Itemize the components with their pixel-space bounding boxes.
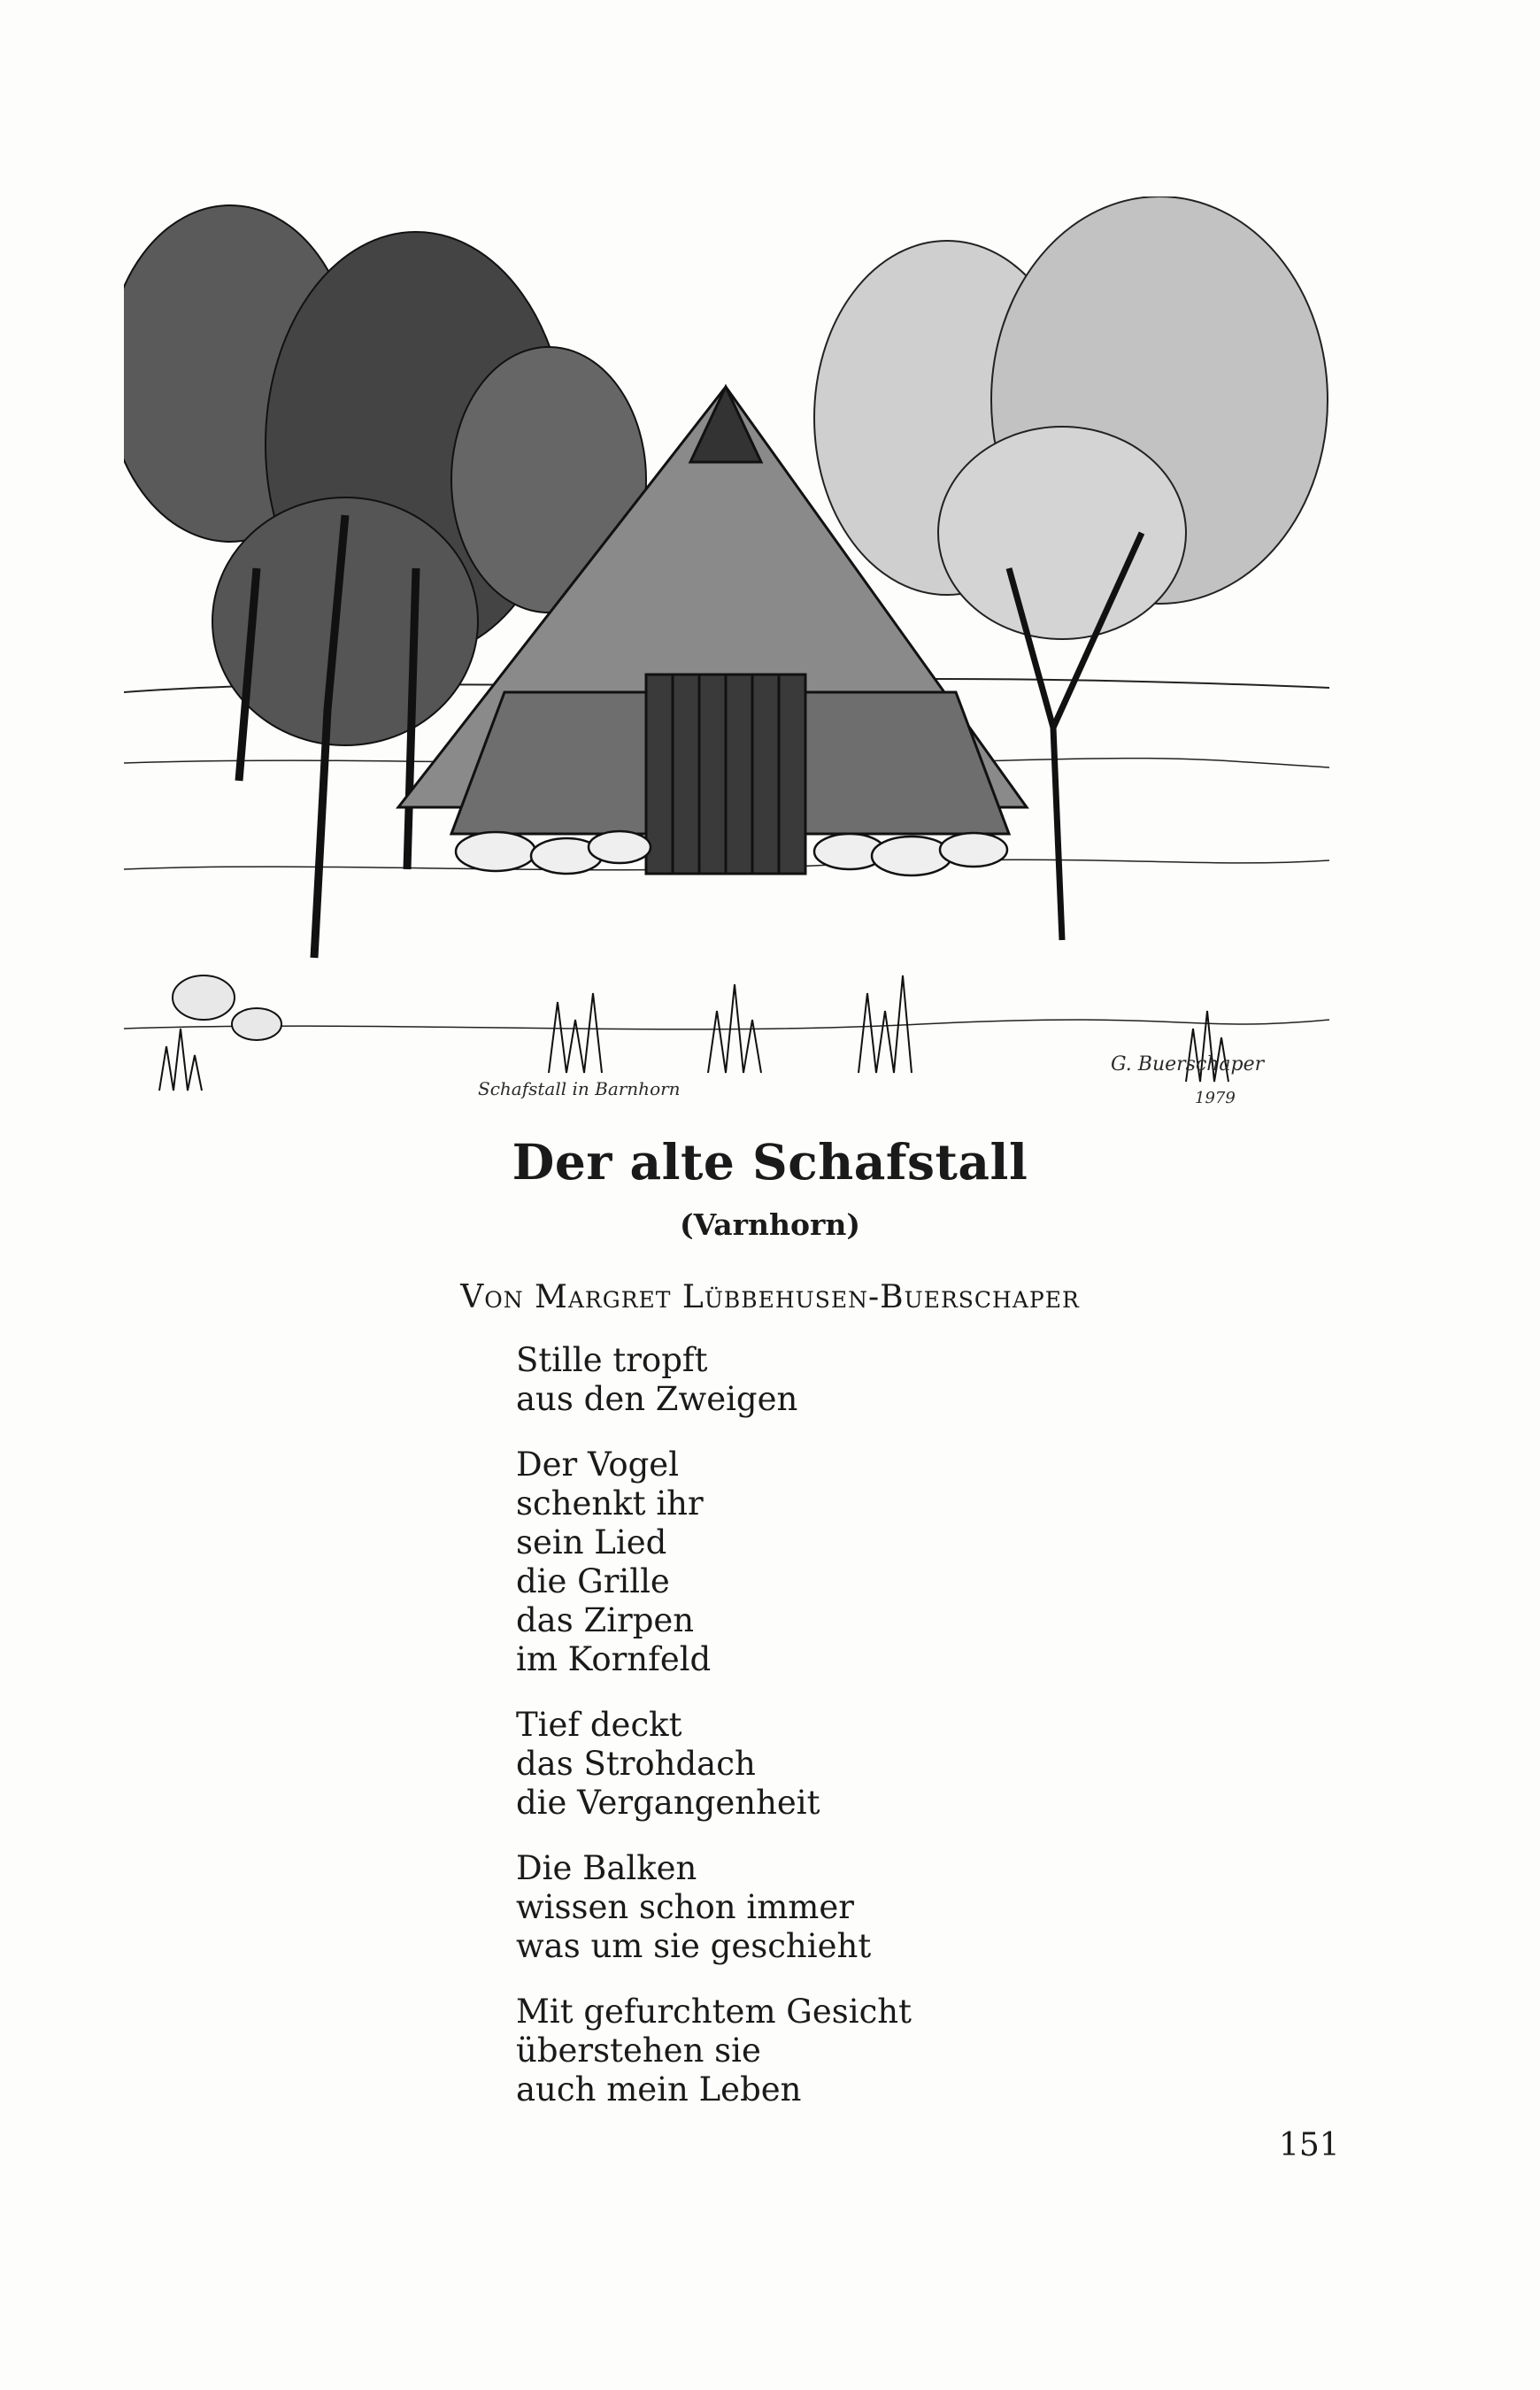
illustration-caption: Schafstall in Barnhorn bbox=[478, 1078, 681, 1099]
poem-line: sein Lied bbox=[516, 1523, 667, 1561]
page-subtitle: (Varnhorn) bbox=[680, 1207, 860, 1242]
poem-line: die Grille bbox=[516, 1562, 670, 1600]
poem-line: Die Balken bbox=[516, 1849, 697, 1887]
poem-line: im Kornfeld bbox=[516, 1640, 712, 1678]
poem-line: aus den Zweigen bbox=[516, 1380, 798, 1418]
stanza bbox=[516, 1341, 1136, 1419]
barn-drawing-icon bbox=[124, 197, 1329, 1108]
poem bbox=[516, 1341, 1136, 2136]
poem-line: Der Vogel bbox=[516, 1446, 680, 1484]
stanza bbox=[516, 1446, 1136, 1679]
artist-signature: G. Buerschaper bbox=[1111, 1053, 1265, 1076]
stanza bbox=[516, 1993, 1136, 2109]
poem-line: überstehen sie bbox=[516, 2032, 761, 2070]
poem-line: die Vergangenheit bbox=[516, 1784, 820, 1822]
poem-line: Tief deckt bbox=[516, 1706, 682, 1744]
poem-line: was um sie geschieht bbox=[516, 1927, 872, 1965]
poem-line: auch mein Leben bbox=[516, 2070, 802, 2109]
poem-line: wissen schon immer bbox=[516, 1888, 854, 1926]
stanza bbox=[516, 1849, 1136, 1966]
poem-line: Mit gefurchtem Gesicht bbox=[516, 1993, 912, 2031]
page-number: 151 bbox=[1279, 2127, 1340, 2163]
illustration-sheep-barn bbox=[124, 197, 1329, 1108]
author-byline: Von Margret Lübbehusen-Buerschaper bbox=[460, 1279, 1080, 1315]
artist-year: 1979 bbox=[1195, 1089, 1236, 1107]
poem-line: schenkt ihr bbox=[516, 1484, 704, 1523]
poem-line: das Strohdach bbox=[516, 1745, 756, 1783]
page-title: Der alte Schafstall bbox=[512, 1133, 1028, 1191]
poem-line: Stille tropft bbox=[516, 1341, 708, 1379]
poem-line: das Zirpen bbox=[516, 1601, 695, 1639]
stanza bbox=[516, 1706, 1136, 1823]
